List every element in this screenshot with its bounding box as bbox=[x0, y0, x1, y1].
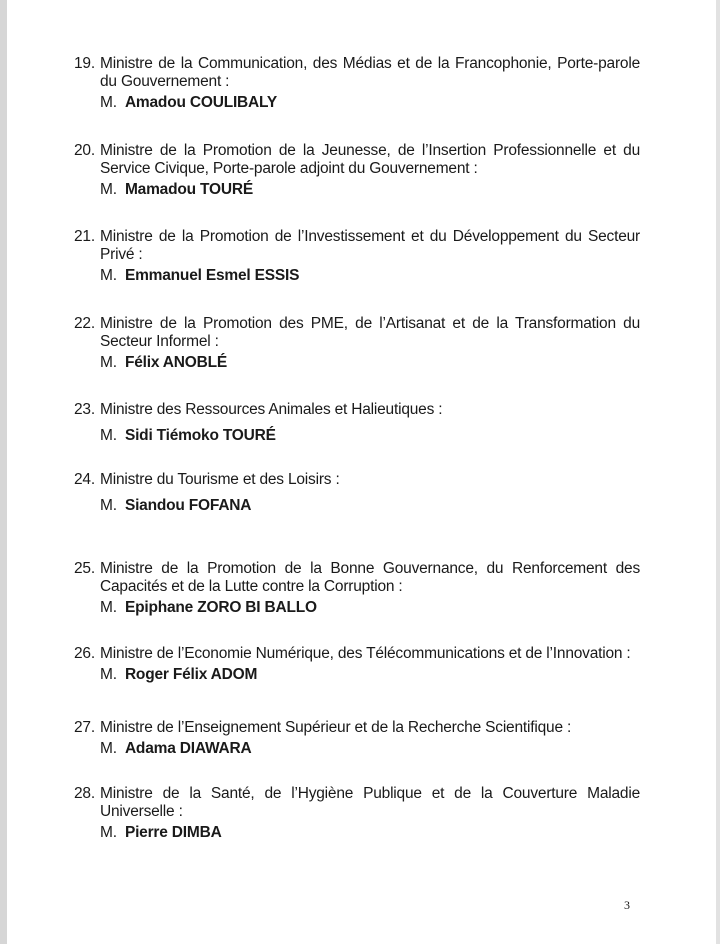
entry-title bbox=[74, 560, 640, 596]
ministry-title: Ministre de l’Enseignement Supérieur et de la Recherche Scientifique : bbox=[100, 719, 572, 736]
minister-name: Epiphane ZORO BI BALLO bbox=[124, 599, 317, 616]
entry-title bbox=[74, 471, 640, 489]
minister-entry-27 bbox=[74, 719, 640, 758]
entry-title bbox=[74, 228, 640, 264]
entry-number: 27. bbox=[74, 719, 95, 736]
ministry-title: Ministre de la Promotion de la Bonne Gouvernance, du Renforcement des Capacités et de la Lutte contre la Corruption : bbox=[100, 560, 640, 595]
entry-title bbox=[74, 401, 640, 419]
ministry-title: Ministre de la Promotion des PME, de l’Artisanat et de la Transformation du Secteur Informel : bbox=[100, 315, 640, 350]
minister-entry-28 bbox=[74, 785, 640, 842]
name-prefix: M. bbox=[100, 740, 117, 757]
minister-person bbox=[74, 599, 640, 617]
name-prefix: M. bbox=[100, 427, 117, 444]
name-prefix: M. bbox=[100, 599, 117, 616]
name-prefix: M. bbox=[100, 354, 117, 371]
minister-person bbox=[74, 354, 640, 372]
minister-person bbox=[74, 94, 640, 112]
name-prefix: M. bbox=[100, 267, 117, 284]
entry-number: 20. bbox=[74, 142, 95, 159]
left-page-edge bbox=[0, 0, 7, 944]
minister-name: Adama DIAWARA bbox=[124, 740, 252, 757]
minister-person bbox=[74, 181, 640, 199]
entry-number: 23. bbox=[74, 401, 95, 418]
entry-title bbox=[74, 55, 640, 91]
minister-entry-24 bbox=[74, 471, 640, 515]
name-prefix: M. bbox=[100, 824, 117, 841]
minister-person bbox=[74, 427, 640, 445]
ministry-title: Ministre de la Promotion de la Jeunesse, de l’Insertion Professionnelle et du Service Civique, Porte-parole adjoint du Gouvernement : bbox=[100, 142, 640, 177]
right-page-edge bbox=[716, 0, 720, 944]
ministry-title: Ministre du Tourisme et des Loisirs : bbox=[100, 471, 340, 488]
name-prefix: M. bbox=[100, 94, 117, 111]
entry-number: 24. bbox=[74, 471, 95, 488]
minister-name: Emmanuel Esmel ESSIS bbox=[124, 267, 300, 284]
minister-person bbox=[74, 267, 640, 285]
ministry-title: Ministre des Ressources Animales et Halieutiques : bbox=[100, 401, 443, 418]
minister-entry-22 bbox=[74, 315, 640, 372]
name-prefix: M. bbox=[100, 181, 117, 198]
entry-number: 19. bbox=[74, 55, 95, 72]
minister-entry-26 bbox=[74, 645, 640, 684]
entry-number: 26. bbox=[74, 645, 95, 662]
minister-name: Sidi Tiémoko TOURÉ bbox=[124, 427, 276, 444]
minister-name: Félix ANOBLÉ bbox=[124, 354, 228, 371]
entry-number: 22. bbox=[74, 315, 95, 332]
entry-title bbox=[74, 785, 640, 821]
entry-number: 28. bbox=[74, 785, 95, 802]
entry-title bbox=[74, 645, 640, 663]
minister-name: Amadou COULIBALY bbox=[124, 94, 278, 111]
minister-person bbox=[74, 824, 640, 842]
minister-entry-19 bbox=[74, 55, 640, 112]
minister-entry-25 bbox=[74, 560, 640, 617]
minister-name: Siandou FOFANA bbox=[124, 497, 252, 514]
ministry-title: Ministre de la Santé, de l’Hygiène Publique et de la Couverture Maladie Universelle : bbox=[100, 785, 640, 820]
minister-entry-21 bbox=[74, 228, 640, 285]
ministry-title: Ministre de l’Economie Numérique, des Télécommunications et de l’Innovation : bbox=[100, 645, 631, 662]
entry-title bbox=[74, 315, 640, 351]
minister-person bbox=[74, 740, 640, 758]
page-number: 3 bbox=[624, 898, 630, 912]
minister-name: Mamadou TOURÉ bbox=[124, 181, 253, 198]
minister-name: Pierre DIMBA bbox=[124, 824, 222, 841]
entry-title bbox=[74, 142, 640, 178]
entry-title bbox=[74, 719, 640, 737]
name-prefix: M. bbox=[100, 666, 117, 683]
ministry-title: Ministre de la Promotion de l’Investissement et du Développement du Secteur Privé : bbox=[100, 228, 640, 263]
minister-person bbox=[74, 497, 640, 515]
minister-entry-23 bbox=[74, 401, 640, 445]
name-prefix: M. bbox=[100, 497, 117, 514]
entry-number: 25. bbox=[74, 560, 95, 577]
minister-name: Roger Félix ADOM bbox=[124, 666, 258, 683]
ministry-title: Ministre de la Communication, des Médias et de la Francophonie, Porte-parole du Gouvernement : bbox=[100, 55, 640, 90]
entry-number: 21. bbox=[74, 228, 95, 245]
minister-person bbox=[74, 666, 640, 684]
minister-entry-20 bbox=[74, 142, 640, 199]
